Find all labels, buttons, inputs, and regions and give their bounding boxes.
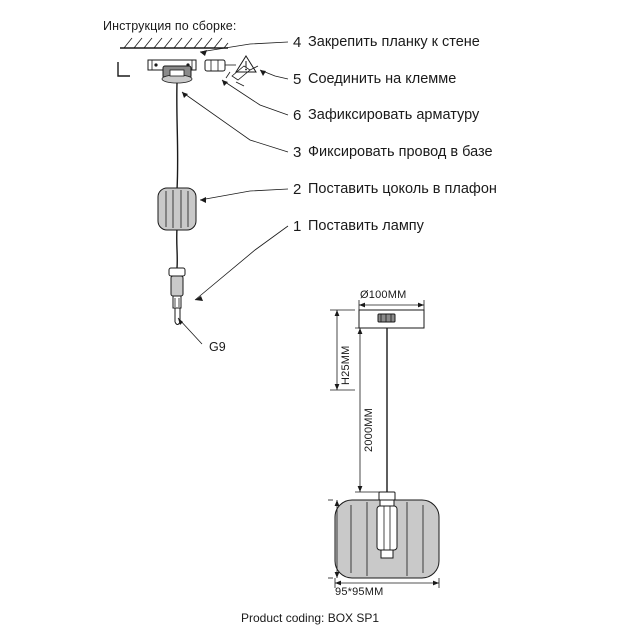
glass-shade [158, 188, 196, 230]
dimension-canopy-height: H25ММ [340, 345, 352, 385]
product-coding-footer: Product coding: BOX SP1 [241, 611, 380, 625]
dim-shade-assembly [335, 492, 439, 578]
step-label-4: Закрепить планку к стене [308, 34, 480, 50]
ceiling-line-group [120, 38, 228, 48]
canopy-body [162, 66, 192, 83]
dim-line-shade-width [335, 578, 439, 588]
step-number-1: 1 [293, 218, 302, 235]
warning-triangle-icon [236, 56, 256, 72]
step-label-3: Фиксировать провод в базе [308, 144, 493, 160]
suspension-cord-upper [177, 83, 178, 190]
dim-line-cord-length [355, 328, 383, 492]
dimension-canopy-diameter: Ø100ММ [360, 289, 407, 301]
suspension-cord-lower [177, 228, 178, 268]
step-number-4: 4 [293, 34, 302, 51]
dim-canopy [359, 310, 424, 328]
step-label-2: Поставить цоколь в плафон [308, 181, 497, 197]
socket-callout-g9: G9 [209, 340, 226, 354]
step-number-5: 5 [293, 71, 302, 88]
dimension-shade-width: 95*95ММ [335, 586, 384, 598]
step-number-6: 6 [293, 107, 302, 124]
step-label-1: Поставить лампу [308, 218, 424, 234]
l-bracket [118, 62, 130, 76]
leader-lines [182, 42, 288, 301]
page-title: Инструкция по сборке: [103, 19, 237, 33]
step-label-6: Зафиксировать арматуру [308, 107, 480, 123]
dimension-cord-length: 2000ММ [363, 408, 375, 452]
step-number-2: 2 [293, 181, 302, 198]
terminal-block [205, 60, 236, 71]
step-label-5: Соединить на клемме [308, 71, 457, 87]
g9-leader-line [178, 318, 202, 344]
lamp-socket [169, 268, 185, 308]
dim-line-canopy-height [330, 310, 355, 390]
step-number-3: 3 [293, 144, 302, 161]
